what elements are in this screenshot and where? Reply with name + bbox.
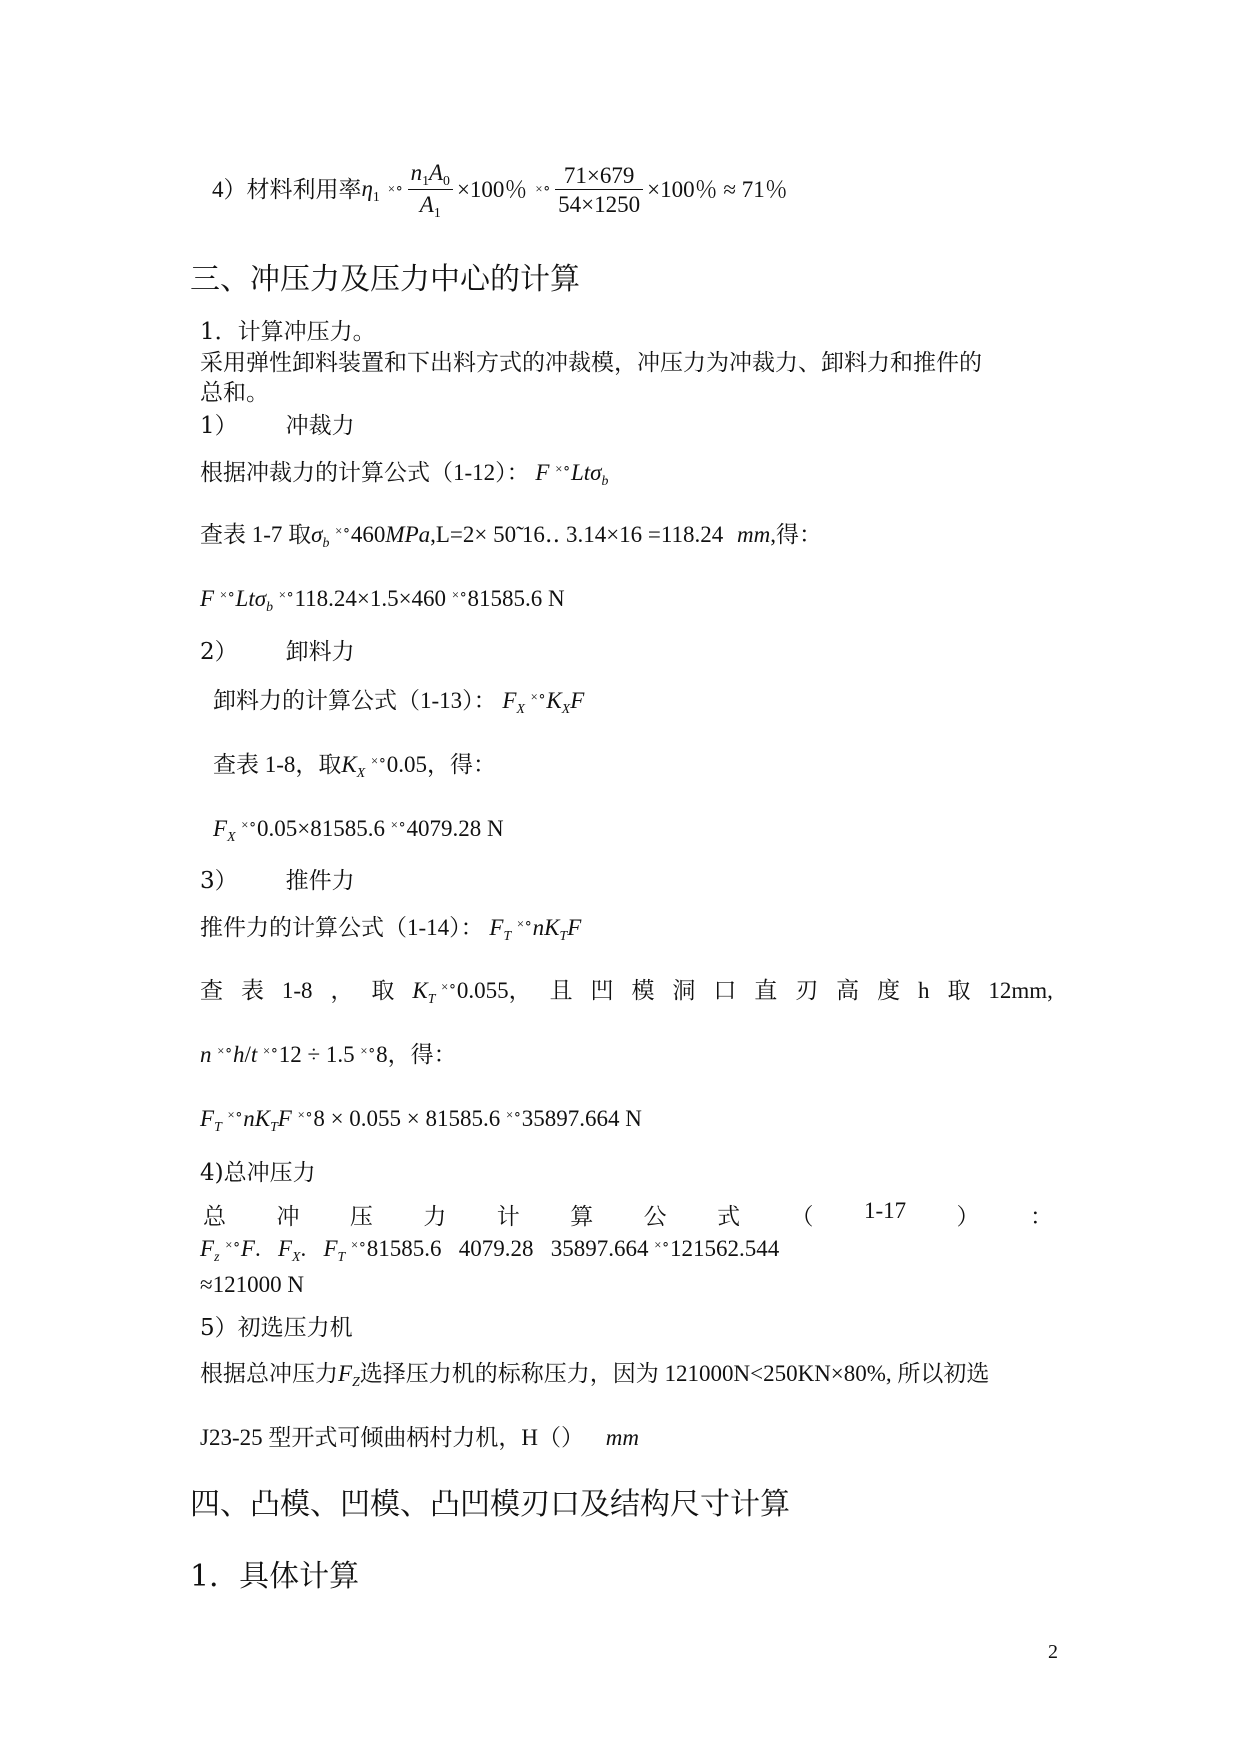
item-1-heading: 1） 冲裁力 — [200, 413, 355, 439]
item-4-formula-label: 总 冲 压 力 计 算 公 式 （ 1-17 ） ： — [203, 1198, 1053, 1229]
section-3-sub1: 1．计算冲压力。 — [200, 319, 376, 345]
section-3-intro-line1: 采用弹性卸料装置和下出料方式的冲裁模，冲压力为冲裁力、卸料力和推件的 — [200, 350, 982, 376]
item-1-lookup: 查表 1-7 取$\sigma_b$ ×⚬460MPa,L=2× 50̃ 16‥ 3.14×16 =118.24 mm,得： — [200, 522, 823, 550]
section-3-title: 三、冲压力及压力中心的计算 — [190, 262, 580, 297]
item-1-formula: 根据冲裁力的计算公式（1-12）： F ×⚬Ltσ$_b$ — [200, 460, 609, 488]
item-3-lookup: 查 表 1-8 ， 取 $K_T$ ×⚬0.055， 且 凹 模 洞 口 直 刃 高 度 h 取 12mm, — [200, 978, 1053, 1006]
fraction-71x679: $\frac{71\times 679}{54\times 1250}$ — [555, 163, 643, 218]
item-2-result: $F_X$ ×⚬0.05×81585.6 ×⚬4079.28 N — [213, 816, 504, 844]
item-5-line1: 根据总冲压力$F_Z$选择压力机的标称压力，因为 121000N<250KN×80%, 所以初选 — [200, 1361, 990, 1389]
page-number: 2 — [1048, 1641, 1058, 1663]
item-1-result: F ×⚬Ltσ$_b$ ×⚬118.24×1.5×460 ×⚬81585.6 N — [200, 586, 565, 614]
item-4-expression: $F_z$ ×⚬F. $F_X$. $F_T$ ×⚬81585.6 4079.28 35897.664 ×⚬121562.544 — [200, 1236, 780, 1264]
item-5-line2: J23-25 型开式可倾曲柄村力机，H（） mm — [200, 1425, 639, 1450]
item-2-lookup: 查表 1-8，取$K_X$ ×⚬0.05，得： — [213, 752, 496, 780]
item-5-heading: 5）初选压力机 — [200, 1315, 353, 1341]
fraction-n1a0-a1: $\frac{n_1A_0}{A_1}$ — [408, 160, 453, 220]
item-4-approx: ≈121000 N — [200, 1272, 304, 1297]
section-4-title: 四、凸模、凹模、凸凹模刃口及结构尺寸计算 — [190, 1487, 790, 1522]
section-4-sub1: 1．具体计算 — [190, 1559, 360, 1594]
item-3-result: $F_T$ $^{\times⚬}nK_TF$ ×⚬8 × 0.055 × 81585.6 ×⚬35897.664 N — [200, 1106, 642, 1134]
material-utilization-label: 4）材料利用率 — [212, 177, 362, 203]
item-2-formula: 卸料力的计算公式（1-13）： $F_X$ $^{\times⚬}K_XF$ — [213, 688, 585, 716]
item-3-formula: 推件力的计算公式（1-14）： $F_T$ $^{\times⚬}nK_TF$ — [200, 915, 582, 943]
item-3-heading: 3） 推件力 — [200, 868, 355, 894]
material-utilization-formula: 4）材料利用率 $\eta_1$ ×⚬ $\frac{n_1A_0}{A_1}$ ×100％ ×⚬ $\frac{71\times 679}{54\times 1250}$ ×100％ ≈ 71％ — [212, 160, 788, 220]
item-3-n-calc: n ×⚬h/t ×⚬12 ÷ 1.5 ×⚬8，得： — [200, 1042, 457, 1067]
item-4-heading: 4)总冲压力 — [200, 1160, 316, 1186]
item-2-heading: 2） 卸料力 — [200, 639, 355, 665]
section-3-intro-line2: 总和。 — [200, 380, 269, 406]
